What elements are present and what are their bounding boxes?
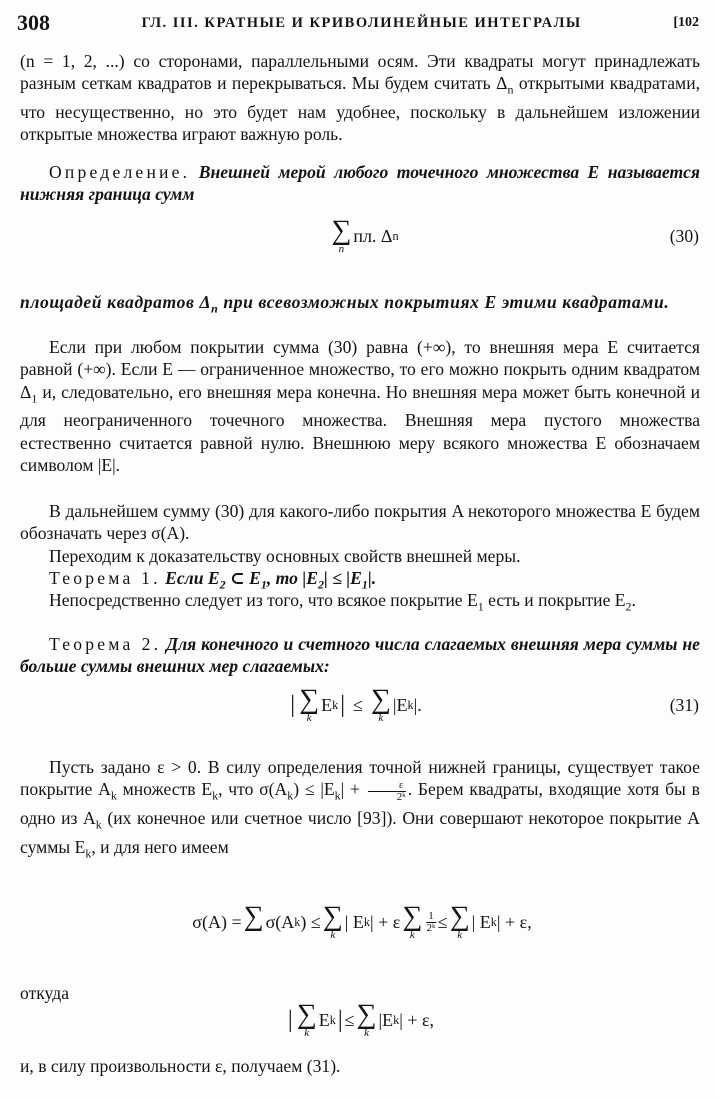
- equation-number-30: (30): [669, 226, 699, 246]
- running-title: ГЛ. III. КРАТНЫЕ И КРИВОЛИНЕЙНЫЕ ИНТЕГРАЛЫ: [141, 14, 582, 31]
- definition-text: Внешней мерой любого точечного множества E называется нижняя граница сумм: [20, 162, 700, 205]
- section-number: [102: [673, 15, 699, 30]
- paragraph-sigma-notation: В дальнейшем сумму (30) для какого-либо покрытия A некоторого множества E будем обозначать через σ(A).: [20, 501, 700, 544]
- theorem-1-label: Теорема 1.: [49, 568, 161, 588]
- paragraph-conclusion: и, в силу произвольности ε, получаем (31).: [20, 1056, 341, 1076]
- equation-number-31: (31): [669, 695, 699, 715]
- paragraph-transition: Переходим к доказательству основных свойств внешней меры.: [49, 546, 521, 566]
- theorem-1: Теорема 1. Если $E_2$ ⊂ $E_1$, то $|E_2| \le |E_1|$.: [49, 568, 377, 592]
- page-number: 308: [17, 10, 50, 35]
- definition-continuation: площадей квадратов $\Delta_n$ при всевозможных покрытиях E этими квадратами.: [20, 292, 670, 316]
- proof-theorem-1: Непосредственно следует из того, что всякое покрытие $E_1$ есть и покрытие $E_2$.: [49, 590, 636, 614]
- paragraph-whence: откуда: [20, 983, 70, 1003]
- equation-31: | ∑ k E k | ≤ ∑ k |E k |. (31): [290, 684, 699, 724]
- theorem-2-label: Теорема 2.: [49, 634, 162, 654]
- sum-symbol: ∑ n: [331, 215, 352, 255]
- theorem-2: Теорема 2. Для конечного и счетного числа слагаемых внешняя мера суммы не больше суммы внешних мер слагаемых:: [20, 634, 700, 677]
- equation-30: ∑ n пл. Δ n (30): [331, 215, 699, 255]
- equation-final: | ∑ k E k | ≤ ∑ k |E k | + ε,: [287, 999, 435, 1039]
- page-header: [17, 8, 699, 38]
- definition: [20, 161, 700, 206]
- paragraph-outer-measure: Если при любом покрытии сумма (30) равна (+∞), то внешняя мера E считается равной (+∞). Если E — ограниченное множество, то его можно покрыть одним квадратом $\Delta_1$ и, следовательно, его внешняя мера конечна. Но внешняя мера может быть конечной и для неограниченного точечного множества. Внешняя мера пустого множества естественно считается равной нулю. Внешнюю меру всякого множества E обозначаем символом |E|.: [20, 337, 700, 475]
- definition-label: Определение.: [49, 162, 191, 182]
- proof-theorem-2: Пусть задано ε > 0. В силу определения точной нижней границы, существует такое покрытие $A_k$ множеств $E_k$, что $\sigma(A_k) \le |E_k|$ + $\frac{\varepsilon}{\text{2ᵏ}}$ . Берем квадраты, входящие хотя бы в одно из $A_k$ (их конечное или счетное число [93]). Они совершают некоторое покрытие A суммы $E_k$, и для него имеем: [20, 757, 700, 861]
- paragraph-intro: (n = 1, 2, ...) со сторонами, параллельными осям. Эти квадраты могут принадлежать разным сеткам квадратов и перекрываться. Мы будем считать $\Delta_n$ открытыми квадратами, что несущественно, но это будет нам удобнее, поскольку в дальнейшем изложении открытые множества играют важную роль.: [20, 51, 701, 145]
- equation-estimate: σ(A) = ∑ σ(A k ) ≤ ∑ k | E k | + ε ∑ k $\frac{1}{\text{2ᵏ}}$ ≤ ∑ k | E k | + ε,: [192, 901, 532, 941]
